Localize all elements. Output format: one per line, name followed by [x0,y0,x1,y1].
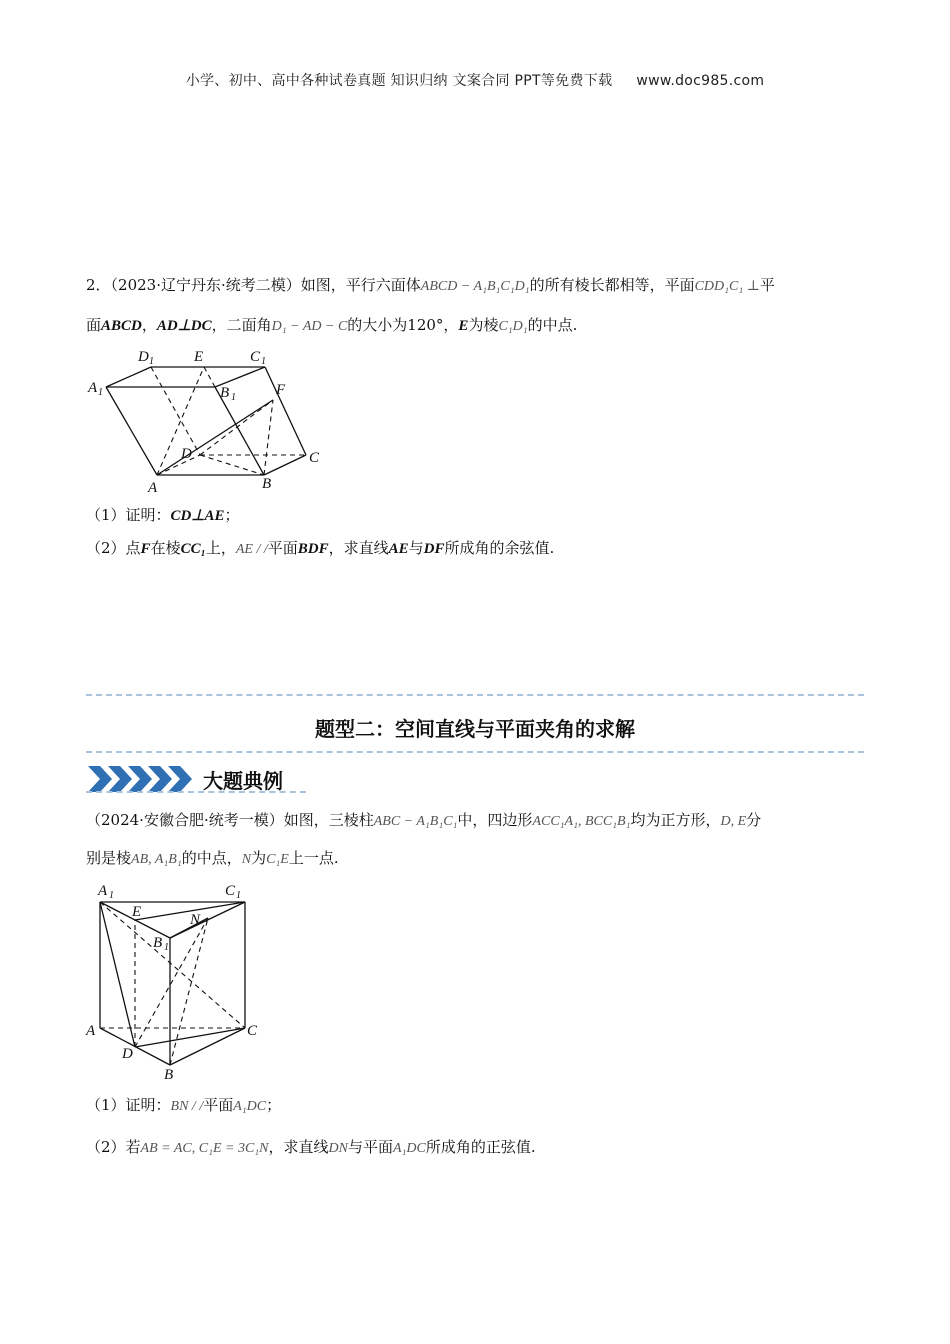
math-bold: ABCD [101,318,142,334]
label-B: B [262,476,272,492]
math-bold: F [140,541,151,557]
math-bold: CD⊥AE [170,508,225,524]
problem-number: 2． [86,276,111,294]
text: ， [141,316,157,334]
text: （1）证明： [86,506,171,524]
text: （2）点 [86,539,141,557]
text: ； [266,1096,282,1114]
math-bold: CC₁ [180,541,206,557]
edge [170,1028,245,1065]
text: ，求直线 [268,1138,329,1156]
math-plane: A₁DC [392,1141,426,1156]
text: ； [224,506,240,524]
example-line2 [86,848,866,870]
label-sub: 1 [236,890,241,901]
banner-title: 大题典例 [203,769,283,793]
hidden-edge [264,400,273,475]
text: 与平面 [347,1138,393,1156]
hidden-edge [157,455,200,475]
label-C: C [309,450,320,466]
text: 为 [251,849,267,867]
math-edge: C₁D₁ [498,319,528,334]
label-D: D [181,446,192,462]
text: 中，四边形 [457,811,533,829]
problem2-line1 [86,275,866,297]
section-divider-bottom [86,751,864,753]
label-sub: 1 [109,890,114,901]
label-E: E [132,904,142,920]
prism-figure [80,875,280,1085]
text: 的中点. [527,316,578,334]
edge [100,902,135,1047]
section-title: 题型二：空间直线与平面夹角的求解 [315,717,635,741]
edge [135,1028,245,1047]
text: 在棱 [150,539,181,557]
text: 所成角的正弦值. [425,1138,536,1156]
parallelepiped-figure [80,340,340,500]
label-D1: D [138,349,149,365]
label-B: B [164,1067,174,1083]
problem-source: （2024·安徽合肥·统考一模） [86,811,284,829]
math-edges: AB, A₁B₁ [131,852,182,867]
math-parallelepiped: ABCD − A₁B₁C₁D₁ [420,279,530,294]
label-A1: A [98,883,108,899]
header-url[interactable]: www.doc985.com [636,73,765,89]
math-parallel: AE / / [235,542,268,557]
label-B1: B [220,385,230,401]
math-bold: E [458,318,469,334]
problem2-question1 [86,505,866,526]
label-sub: 1 [164,942,169,953]
text: 平 [759,276,775,294]
text: 平面 [267,539,298,557]
math-parallel: BN / / [170,1099,204,1114]
text: 与 [408,539,424,557]
math-plane: CDD₁C₁ ⊥ [694,279,760,294]
header-text: 小学、初中、高中各种试卷真题 知识归纳 文案合同 PPT等免费下载 [185,73,613,89]
text: 别是棱 [86,849,132,867]
problem2-question2 [86,538,866,560]
text: 的所有棱长都相等，平面 [529,276,695,294]
hidden-edge [200,400,273,455]
math-bold: AD⊥DC [156,318,212,334]
label-C1: C [225,883,236,899]
math-segment: C₁E [266,852,289,867]
label-C: C [247,1023,258,1039]
text: ，求直线 [328,539,389,557]
text: 如图，三棱柱 [283,811,374,829]
label-F: F [276,382,286,398]
text: 为棱 [468,316,499,334]
label-sub: 1 [98,387,103,398]
edge [106,367,151,387]
edge [157,400,273,475]
text: 面 [86,316,102,334]
math-prism: ABC − A₁B₁C₁ [373,814,458,829]
section-divider-top [86,694,864,696]
text: 的中点， [181,849,242,867]
math-points: D, E [720,814,747,829]
math-condition: AB = AC, C₁E = 3C₁N [140,1141,269,1156]
math-dihedral: D₁ − AD − C [271,319,348,334]
example-question2 [86,1137,866,1159]
text: 上一点. [288,849,339,867]
label-C1: C [250,349,261,365]
math-plane: A₁DC [233,1099,267,1114]
label-sub: 1 [261,356,266,367]
label-A1: A [88,380,98,396]
text: 的大小为120°， [347,316,459,334]
text: ，二面角 [211,316,272,334]
label-N: N [190,912,201,928]
edge [215,367,265,387]
text: （2）若 [86,1138,141,1156]
edge [264,455,306,475]
example-line1 [86,810,866,832]
page-header [0,70,950,90]
text: 所成角的余弦值. [444,539,555,557]
label-E: E [194,349,204,365]
math-bold: BDF [297,541,329,557]
hidden-edge [204,367,215,387]
hidden-edge [100,902,245,1028]
banner-underline [86,791,306,793]
label-D: D [122,1046,133,1062]
text: 均为正方形， [630,811,721,829]
math-bold: DF [423,541,445,557]
problem-source: （2023·辽宁丹东·统考二模） [110,276,301,294]
math-bold: AE [388,541,409,557]
math-squares: ACC₁A₁, BCC₁B₁ [532,814,631,829]
text: 平面 [203,1096,234,1114]
example-question1 [86,1095,866,1117]
math-line: DN [328,1141,348,1156]
text: 分 [746,811,762,829]
label-B1: B [153,935,163,951]
text: 上， [205,539,236,557]
text: （1）证明： [86,1096,171,1114]
problem2-line2 [86,315,866,337]
hidden-edge [151,367,200,455]
label-sub: 1 [231,392,236,403]
label-A: A [148,480,158,496]
label-A: A [86,1023,96,1039]
edge [106,387,157,475]
math-point: N [241,852,252,867]
label-sub: 1 [149,356,154,367]
text: 如图，平行六面体 [300,276,421,294]
